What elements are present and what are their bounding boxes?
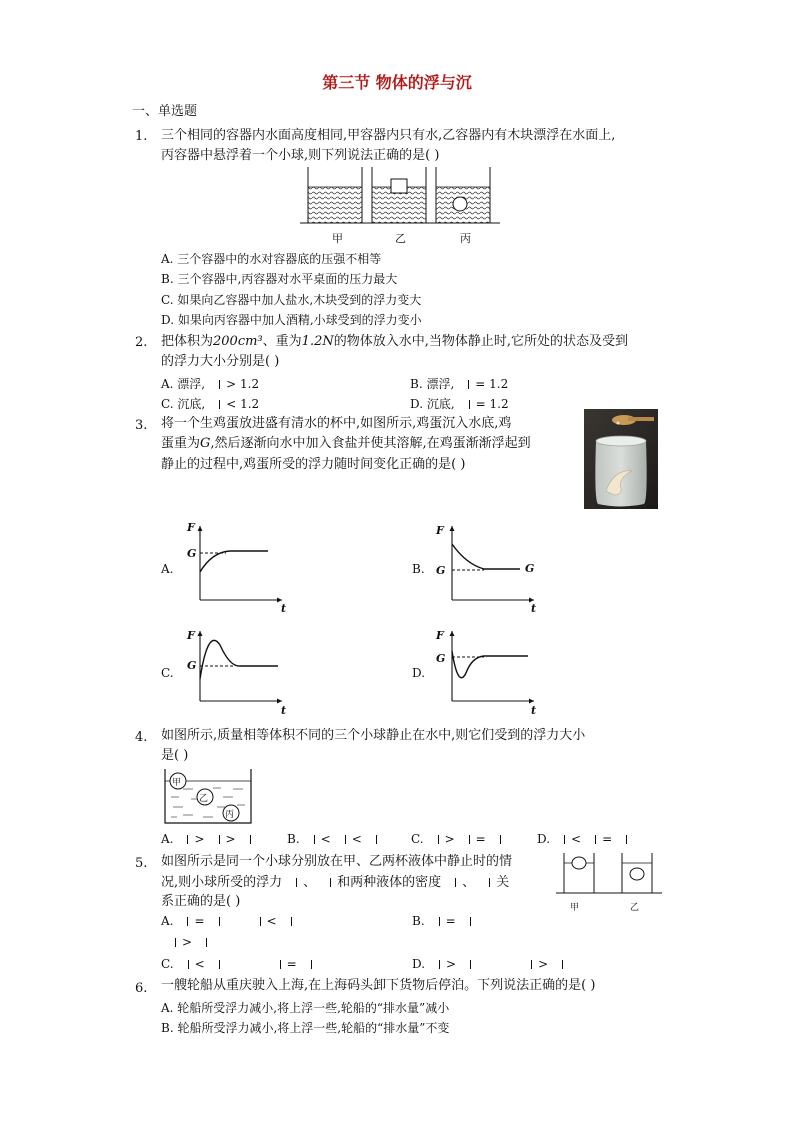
graph-c-g-label: G bbox=[187, 659, 197, 672]
q1-option-c: C. 如果向乙容器中加人盐水,木块受到的浮力变大 bbox=[161, 293, 422, 307]
q3-graph-d bbox=[438, 627, 542, 719]
q4-ball-jia: 甲 bbox=[172, 778, 182, 788]
q1-number: 1. bbox=[135, 129, 148, 144]
q1-option-d: D. 如果向丙容器中加人酒精,小球受到的浮力变小 bbox=[161, 313, 422, 327]
q4-option-b: B. < < bbox=[287, 832, 383, 846]
q5-option-b: B. = bbox=[412, 914, 477, 928]
q5-line2: 况,则小球所受的浮力 、 和两种液体的密度 、 关 bbox=[161, 875, 510, 890]
q3-graph-c bbox=[186, 627, 290, 719]
q2-option-a: A. 漂浮, > 1.2 bbox=[161, 377, 260, 391]
graph-d-f-label: F bbox=[436, 629, 444, 642]
page-title: 第三节 物体的浮与沉 bbox=[322, 73, 472, 92]
q6-number: 6. bbox=[135, 981, 148, 996]
q1-containers-figure bbox=[300, 165, 500, 227]
q4-option-c: C. > = bbox=[411, 832, 507, 846]
q5-cups-figure bbox=[556, 851, 666, 897]
q5-option-c: C. < = bbox=[161, 957, 318, 971]
q2-number: 2. bbox=[135, 335, 148, 350]
graph-b-f-label: F bbox=[436, 524, 444, 537]
q1-line1: 三个相同的容器内水面高度相同,甲容器内只有水,乙容器内有木块漂浮在水面上, bbox=[161, 128, 616, 143]
q5-label-yi: 乙 bbox=[630, 903, 640, 913]
q2-line2: 的浮力大小分别是( ) bbox=[161, 354, 280, 369]
q2-option-d: D. 沉底, = 1.2 bbox=[410, 397, 509, 411]
q2-option-c: C. 沉底, < 1.2 bbox=[161, 397, 260, 411]
q5-option-a: A. = < bbox=[161, 914, 298, 928]
graph-a-f-label: F bbox=[187, 521, 195, 534]
graph-b-g-right-label: G bbox=[525, 562, 535, 575]
q1-label-yi: 乙 bbox=[395, 232, 406, 245]
q3-option-c: C. bbox=[161, 666, 174, 680]
q1-line2: 丙容器中悬浮着一个小球,则下列说法正确的是( ) bbox=[161, 148, 440, 163]
q2-option-b: B. 漂浮, = 1.2 bbox=[410, 377, 509, 391]
q3-graph-a bbox=[186, 520, 290, 612]
graph-d-g-label: G bbox=[436, 652, 446, 665]
q5-number: 5. bbox=[135, 856, 148, 871]
graph-c-f-label: F bbox=[187, 629, 195, 642]
q4-option-d: D. < = bbox=[537, 832, 633, 846]
q3-option-b: B. bbox=[412, 562, 425, 576]
q4-ball-bing: 丙 bbox=[225, 810, 235, 820]
q3-line2: 蛋重为G,然后逐渐向水中加入食盐并使其溶解,在鸡蛋渐渐浮起到 bbox=[161, 436, 531, 451]
q4-line2: 是( ) bbox=[161, 748, 189, 763]
graph-a-g-label: G bbox=[187, 547, 197, 560]
graph-b-g-label: G bbox=[436, 564, 446, 577]
q5-line1: 如图所示是同一个小球分别放在甲、乙两杯液体中静止时的情 bbox=[161, 854, 513, 869]
q4-ball-yi: 乙 bbox=[199, 794, 209, 804]
q3-option-a: A. bbox=[161, 562, 174, 576]
q3-line1: 将一个生鸡蛋放进盛有清水的杯中,如图所示,鸡蛋沉入水底,鸡 bbox=[161, 416, 512, 431]
section-heading: 一、单选题 bbox=[132, 104, 198, 119]
q1-option-a: A. 三个容器中的水对容器底的压强不相等 bbox=[161, 252, 382, 266]
q6-option-a: A. 轮船所受浮力减小,将上浮一些,轮船的“排水量”减小 bbox=[161, 1001, 450, 1015]
q1-label-bing: 丙 bbox=[460, 232, 471, 245]
q2-line1: 把体积为200cm³、重为1.2N的物体放入水中,当物体静止时,它所处的状态及受到 bbox=[161, 334, 628, 349]
q6-option-b: B. 轮船所受浮力减小,将上浮一些,轮船的“排水量”不变 bbox=[161, 1021, 450, 1035]
graph-a-t-label: t bbox=[281, 602, 287, 615]
egg-in-cup-photo bbox=[584, 409, 658, 509]
q3-number: 3. bbox=[135, 418, 148, 433]
q3-option-d: D. bbox=[412, 666, 426, 680]
q4-option-a: A. > > bbox=[161, 832, 257, 846]
q5-line3: 系正确的是( ) bbox=[161, 894, 241, 909]
q1-option-b: B. 三个容器中,丙容器对水平桌面的压力最大 bbox=[161, 272, 398, 286]
q4-line1: 如图所示,质量相等体积不同的三个小球静止在水中,则它们受到的浮力大小 bbox=[161, 728, 586, 743]
q1-label-jia: 甲 bbox=[332, 232, 343, 245]
graph-c-t-label: t bbox=[281, 704, 287, 717]
graph-d-t-label: t bbox=[531, 704, 537, 717]
graph-b-t-label: t bbox=[531, 602, 537, 615]
q5-option-d: D. > > bbox=[412, 957, 569, 971]
q4-number: 4. bbox=[135, 730, 148, 745]
q5-option-a-cont: > bbox=[161, 935, 213, 949]
q6-line1: 一艘轮船从重庆驶入上海,在上海码头卸下货物后停泊。下列说法正确的是( ) bbox=[161, 978, 596, 993]
q5-label-jia: 甲 bbox=[570, 903, 580, 913]
q3-line3: 静止的过程中,鸡蛋所受的浮力随时间变化正确的是( ) bbox=[161, 457, 466, 472]
